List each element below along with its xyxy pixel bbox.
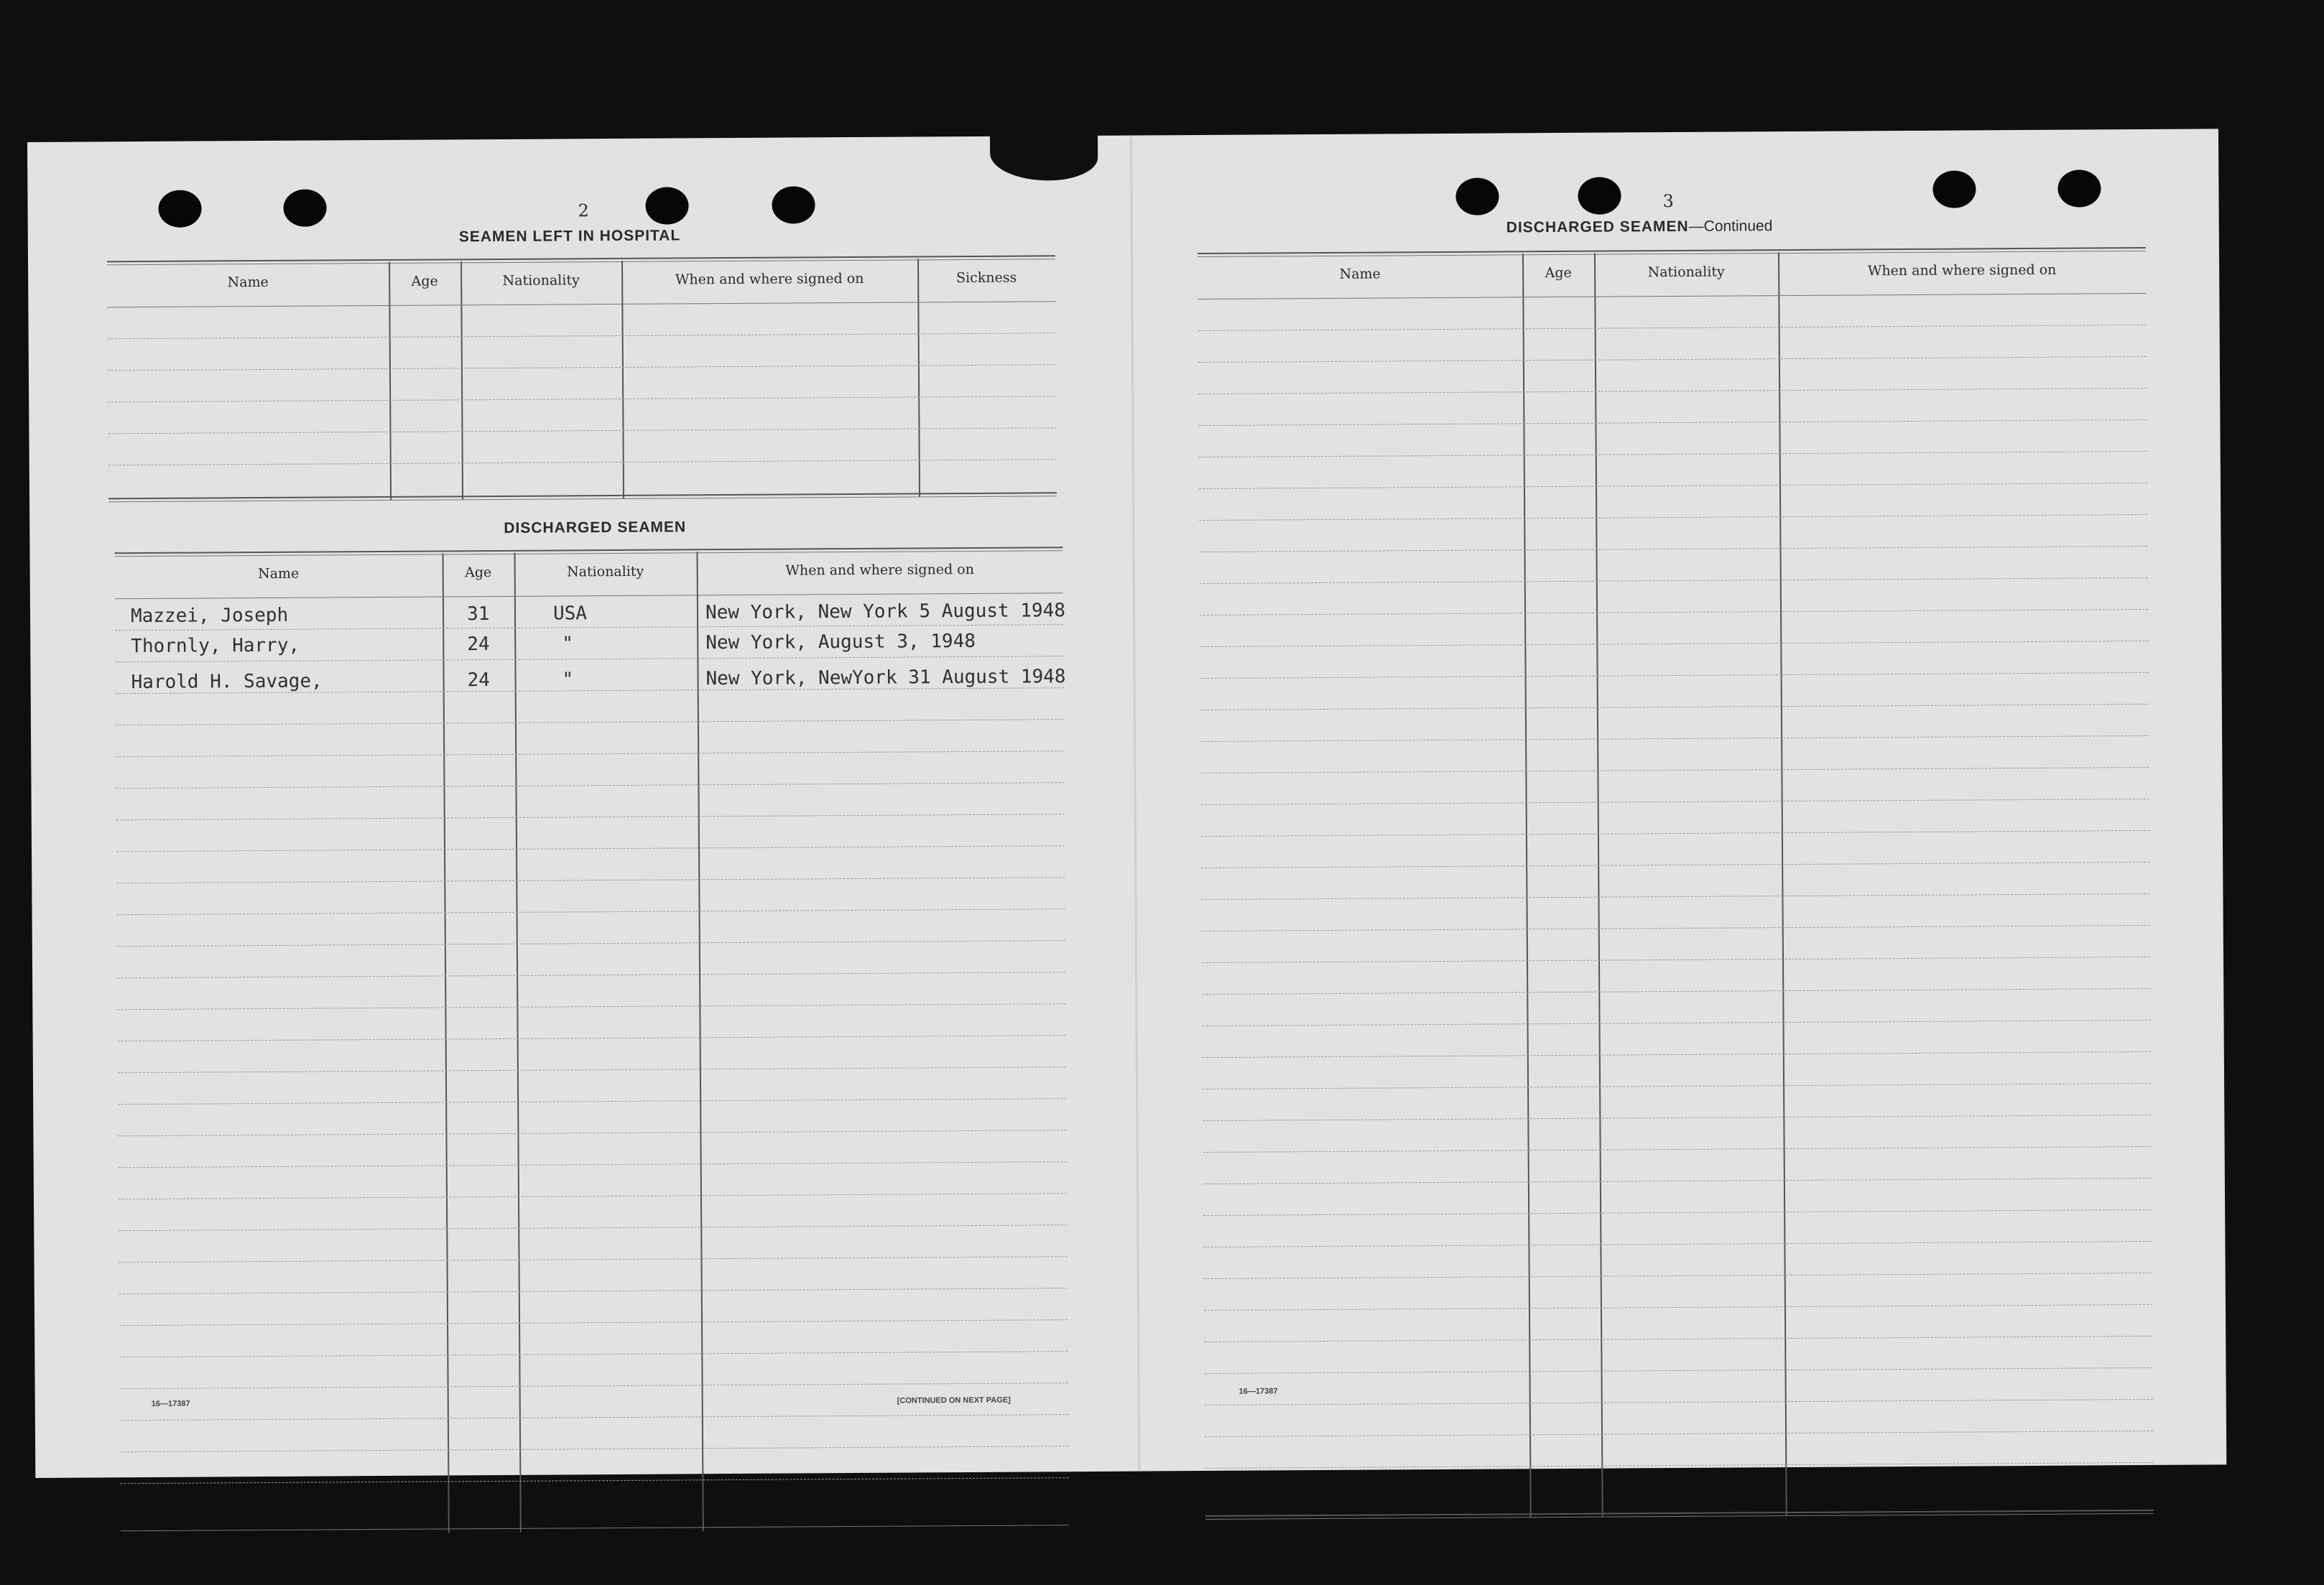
form-number-right: 16—17387	[1239, 1387, 1278, 1396]
entry-signed-on: New York, New York 5 August 1948	[705, 600, 1066, 624]
punch-hole	[1578, 177, 1621, 214]
punch-hole	[772, 186, 815, 223]
entry-nationality: USA	[552, 603, 588, 625]
punch-hole	[645, 187, 688, 224]
discharged-continued-title	[1506, 218, 1773, 236]
column-header: Name	[227, 274, 269, 291]
punch-hole	[1455, 177, 1499, 215]
page-number-right: 3	[1662, 191, 1674, 212]
entry-name: Thornly, Harry,	[131, 634, 300, 658]
entry-age: 31	[466, 603, 490, 626]
column-header: When and where signed on	[1867, 261, 2057, 279]
hospital-section-title: SEAMEN LEFT IN HOSPITAL	[458, 227, 681, 246]
column-header: When and where signed on	[785, 561, 974, 579]
column-header: Nationality	[566, 563, 644, 580]
section-title-main: DISCHARGED SEAMEN	[1506, 218, 1689, 236]
page-number-left: 2	[578, 200, 589, 221]
column-header: When and where signed on	[675, 270, 864, 288]
column-header: Nationality	[1647, 264, 1725, 281]
hospital-table	[107, 255, 1057, 505]
column-header: Age	[465, 564, 492, 581]
entry-nationality: "	[562, 669, 574, 691]
discharged-table	[114, 547, 1068, 1538]
entry-nationality: "	[562, 633, 574, 655]
entry-name: Harold H. Savage,	[131, 670, 323, 694]
entry-name: Mazzei, Joseph	[130, 604, 289, 628]
ledger-sheet	[27, 129, 2226, 1478]
column-header: Nationality	[502, 272, 580, 289]
entry-age: 24	[467, 633, 490, 656]
punch-hole	[283, 189, 326, 226]
column-header: Name	[1339, 266, 1381, 282]
column-header: Age	[411, 273, 438, 289]
column-header: Sickness	[955, 269, 1017, 287]
entry-signed-on: New York, NewYork 31 August 1948	[705, 666, 1066, 690]
column-header: Name	[258, 565, 300, 582]
torn-edge	[990, 130, 1098, 181]
punch-hole	[158, 190, 201, 228]
entry-signed-on: New York, August 3, 1948	[705, 630, 976, 654]
continued-note: [CONTINUED ON NEXT PAGE]	[897, 1395, 1011, 1405]
discharged-continued-table	[1198, 247, 2154, 1524]
punch-hole	[1932, 170, 1976, 208]
page-gutter	[1130, 136, 1140, 1472]
entry-age: 24	[467, 669, 490, 692]
column-header: Age	[1545, 264, 1572, 282]
discharged-section-title: DISCHARGED SEAMEN	[504, 519, 687, 536]
section-title-suffix: —Continued	[1688, 218, 1773, 235]
punch-hole	[2057, 169, 2101, 207]
form-number-left: 16—17387	[151, 1399, 190, 1408]
